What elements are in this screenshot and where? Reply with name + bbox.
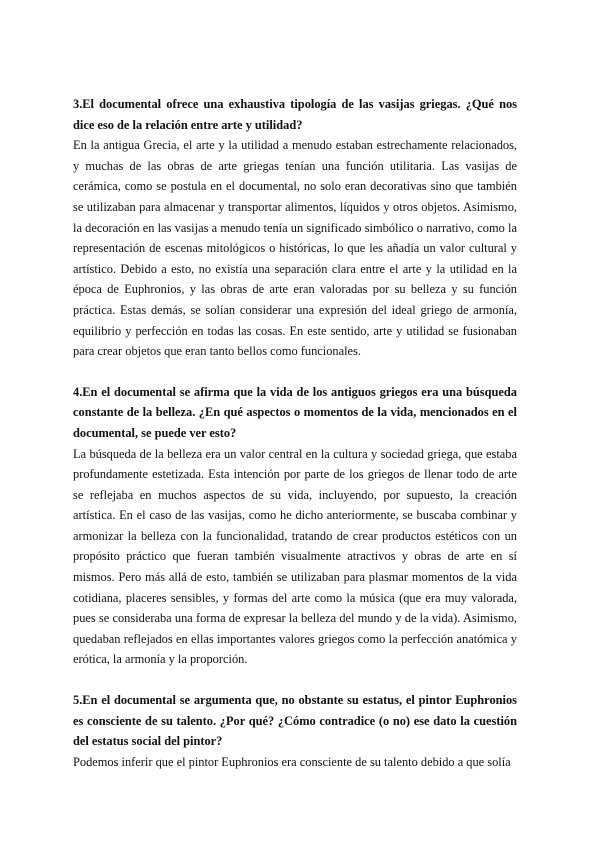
section-4 bbox=[73, 382, 517, 670]
section-3 bbox=[73, 94, 517, 362]
section-spacer bbox=[73, 670, 517, 690]
answer-4-paragraph: La búsqueda de la belleza era un valor central en la cultura y sociedad griega, que estaba profundamente estetizada. Esta intención por parte de los griegos de llenar todo de arte se reflejaba en muchos aspectos de su vida, incluyendo, por supuesto, la creación artística. En el caso de las vasijas, como he dicho anteriormente, se buscaba combinar y armonizar la belleza con la funcionalidad, tratando de crear productos estéticos con un propósito práctico que fueran también visualmente atractivos y obras de arte en sí mismos. Pero más allá de esto, también se utilizaban para plasmar momentos de la vida cotidiana, placeres sensibles, y formas del arte como la música (que era muy valorada, pues se consideraba una forma de expresar la belleza del mundo y de la vida). Asimismo, quedaban reflejados en ellas importantes valores griegos como la perfección anatómica y erótica, la armonía y la proporción. bbox=[73, 446, 517, 667]
section-spacer bbox=[73, 362, 517, 382]
question-5-heading: 5.En el documental se argumenta que, no obstante su estatus, el pintor Euphronios es consciente de su talento. ¿Por qué? ¿Cómo contradice (o no) ese dato la cuestión del estatus social del pintor? bbox=[73, 693, 517, 749]
answer-5-paragraph: Podemos inferir que el pintor Euphronios era consciente de su talento debido a que solía bbox=[73, 754, 511, 769]
document-body bbox=[73, 94, 517, 772]
question-3-heading: 3.El documental ofrece una exhaustiva tipología de las vasijas griegas. ¿Qué nos dice eso de la relación entre arte y utilidad? bbox=[73, 97, 517, 132]
answer-3-paragraph: En la antigua Grecia, el arte y la utilidad a menudo estaban estrechamente relacionados, y muchas de las obras de arte griegas tenían una función utilitaria. Las vasijas de cerámica, como se postula en el documental, no solo eran decorativas sino que también se utilizaban para almacenar y transportar alimentos, líquidos y otros objetos. Asimismo, la decoración en las vasijas a menudo tenía un significado simbólico o narrativo, como la representación de escenas mitológicos o históricas, lo que les añadía un valor cultural y artístico. Debido a esto, no existía una separación clara entre el arte y la utilidad en la época de Euphronios, y las obras de arte eran valoradas por su belleza y su función práctica. Estas demás, se solían considerar una expresión del ideal griego de armonía, equilibrio y perfección en todas las cosas. En este sentido, arte y utilidad se fusionaban para crear objetos que eran tanto bellos como funcionales. bbox=[73, 138, 517, 359]
section-5 bbox=[73, 690, 517, 772]
question-4-heading: 4.En el documental se afirma que la vida de los antiguos griegos era una búsqueda constante de la belleza. ¿En qué aspectos o momentos de la vida, mencionados en el documental, se puede ver esto? bbox=[73, 384, 517, 440]
